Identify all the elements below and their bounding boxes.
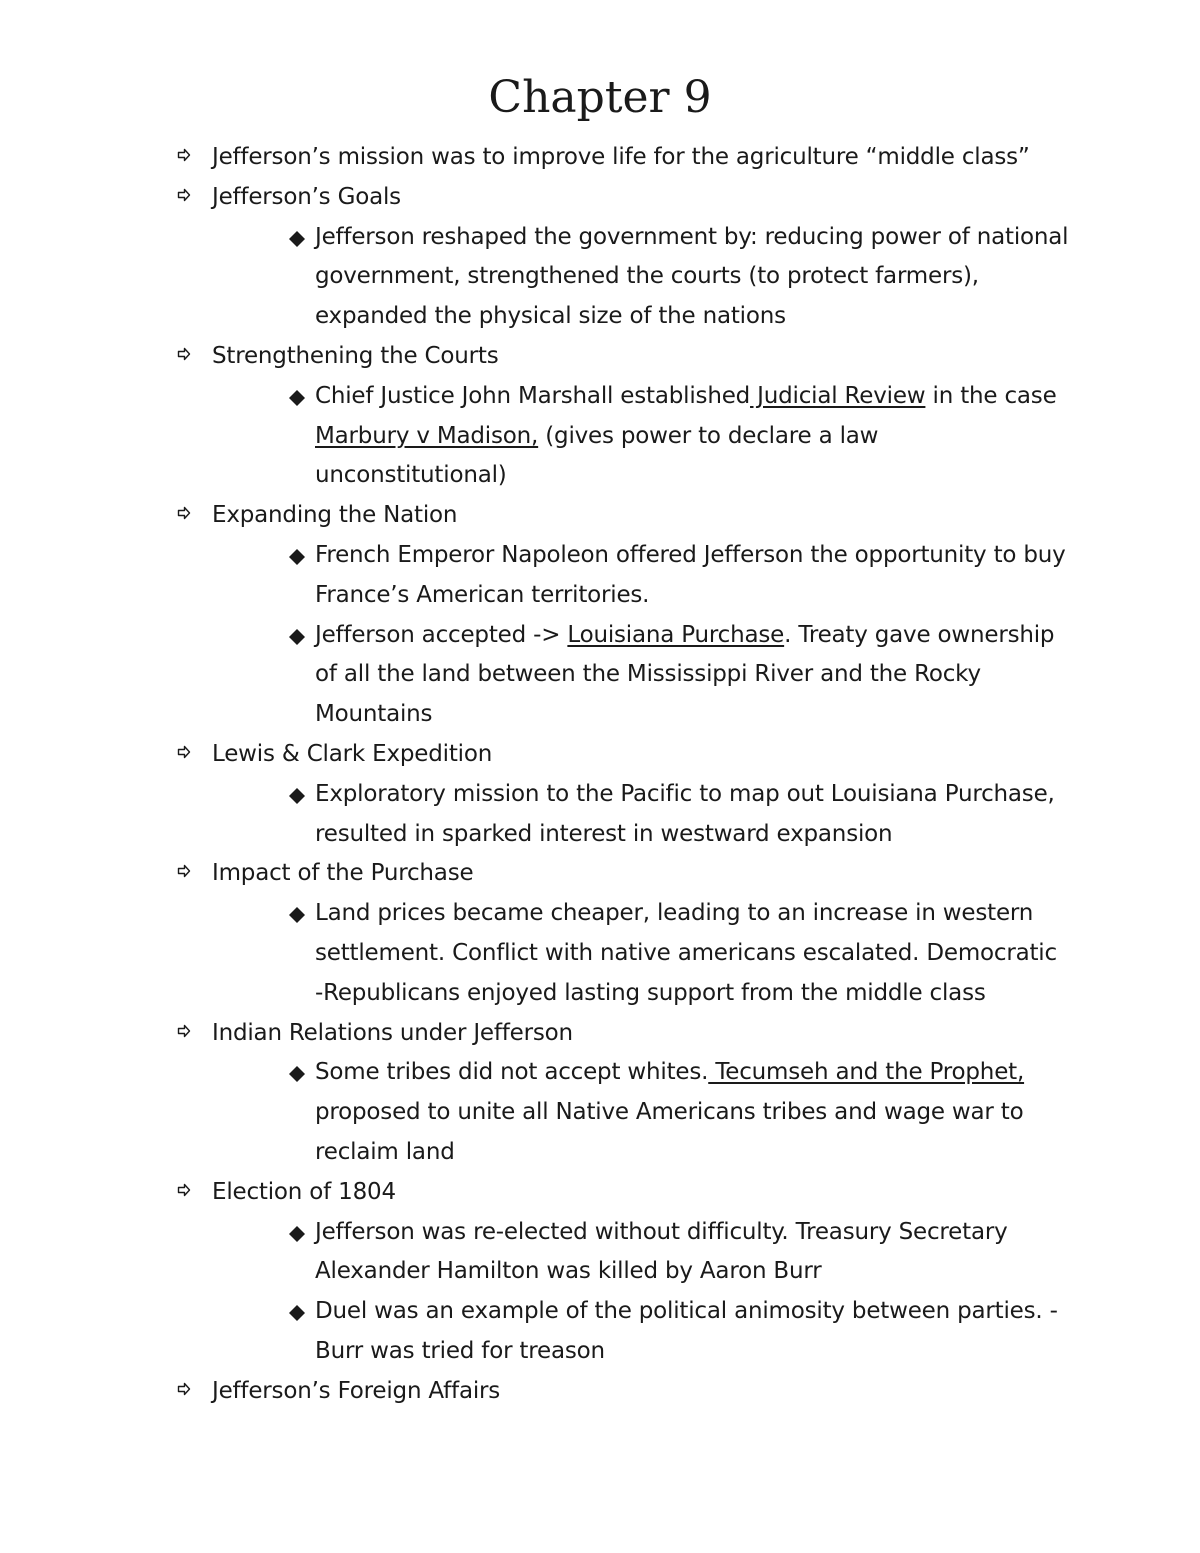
filled-diamond-icon: [288, 787, 306, 805]
sub-bullet-text: . Treaty gave ownership of all the land between the Mississippi River and the Rocky Mountains: [315, 621, 1055, 728]
filled-diamond-icon: [288, 230, 306, 248]
hollow-arrow-icon: [176, 863, 192, 879]
sub-list: [212, 894, 1072, 1013]
sub-bullet-text: Duel was an example of the political animosity between parties. -Burr was tried for treason: [315, 1298, 1058, 1364]
sub-bullet: [282, 616, 1072, 735]
sub-bullet-text: Exploratory mission to the Pacific to map out Louisiana Purchase, resulted in sparked interest in westward expansion: [315, 780, 1055, 847]
bullet-lewis-clark: [172, 735, 1072, 854]
bullet-text: Lewis & Clark Expedition: [212, 740, 493, 767]
hollow-arrow-icon: [176, 1381, 192, 1397]
sub-bullet-text: French Emperor Napoleon offered Jefferson the opportunity to buy France’s American territories.: [315, 541, 1066, 608]
filled-diamond-icon: [288, 1065, 306, 1083]
filled-diamond-icon: [288, 548, 306, 566]
sub-bullet: [282, 377, 1072, 496]
hollow-arrow-icon: [176, 505, 192, 521]
sub-list: [212, 1213, 1072, 1372]
filled-diamond-icon: [288, 628, 306, 646]
bullet-text: Impact of the Purchase: [212, 860, 474, 887]
sub-bullet-text: Some tribes did not accept whites.: [315, 1059, 709, 1086]
hollow-arrow-icon: [176, 744, 192, 760]
bullet-goals: [172, 178, 1072, 337]
bullet-mission: [172, 138, 1072, 178]
sub-bullet-text: Chief Justice John Marshall established: [315, 382, 751, 409]
sub-bullet-text: (gives power to declare a law unconstitutional): [315, 422, 879, 489]
underlined-term-louisiana-purchase: Louisiana Purchase: [567, 621, 785, 648]
sub-bullet: [282, 218, 1072, 337]
bullet-indian-relations: [172, 1014, 1072, 1173]
sub-bullet: [282, 1053, 1072, 1172]
bullet-text: Jefferson’s mission was to improve life for the agriculture “middle class”: [212, 144, 1030, 170]
filled-diamond-icon: [288, 906, 306, 924]
page-title: Chapter 9: [488, 72, 712, 123]
bullet-text: Indian Relations under Jefferson: [212, 1019, 573, 1046]
sub-list: [212, 218, 1072, 337]
sub-bullet-text: proposed to unite all Native Americans tribes and wage war to reclaim land: [315, 1099, 1024, 1165]
bullet-courts: [172, 337, 1072, 496]
sub-bullet-text: in the case: [925, 382, 1057, 409]
bullet-text: Expanding the Nation: [212, 502, 458, 529]
sub-list: [212, 536, 1072, 735]
bullet-foreign-affairs: [172, 1372, 1072, 1412]
hollow-arrow-icon: [176, 1182, 192, 1198]
underlined-term-judicial-review: Judicial Review: [750, 382, 926, 409]
bullet-election-1804: [172, 1173, 1072, 1372]
hollow-arrow-icon: [176, 187, 192, 203]
sub-list: [212, 377, 1072, 496]
sub-bullet: [282, 536, 1072, 616]
bullet-text: Election of 1804: [212, 1178, 396, 1205]
sub-bullet-text: Jefferson was re-elected without difficulty. Treasury Secretary Alexander Hamilton was killed by Aaron Burr: [315, 1218, 1008, 1285]
filled-diamond-icon: [288, 389, 306, 407]
notes-outline: [172, 138, 1072, 1412]
sub-list: [212, 1053, 1072, 1172]
filled-diamond-icon: [288, 1304, 306, 1322]
filled-diamond-icon: [288, 1225, 306, 1243]
hollow-arrow-icon: [176, 346, 192, 362]
hollow-arrow-icon: [176, 147, 192, 163]
bullet-text: Jefferson’s Foreign Affairs: [212, 1377, 501, 1404]
sub-bullet-text: Jefferson reshaped the government by: reducing power of national government, strengthened the courts (to protect farmers), expanded the physical size of the nations: [315, 223, 1069, 330]
sub-bullet: [282, 1213, 1072, 1293]
bullet-text: Jefferson’s Goals: [212, 183, 401, 210]
sub-bullet: [282, 894, 1072, 1013]
sub-bullet-text: Land prices became cheaper, leading to an increase in western settlement. Conflict with native americans escalated. Democratic -Republicans enjoyed lasting support from the middle class: [315, 900, 1057, 1006]
bullet-impact: [172, 854, 1072, 1013]
hollow-arrow-icon: [176, 1023, 192, 1039]
sub-bullet: [282, 775, 1072, 855]
bullet-text: Strengthening the Courts: [212, 342, 499, 369]
sub-list: [212, 775, 1072, 855]
underlined-term-tecumseh: Tecumseh and the Prophet,: [708, 1059, 1025, 1086]
underlined-term-marbury: Marbury v Madison,: [315, 422, 539, 449]
bullet-expanding: [172, 496, 1072, 735]
sub-bullet: [282, 1292, 1072, 1372]
sub-bullet-text: Jefferson accepted ->: [315, 621, 568, 648]
